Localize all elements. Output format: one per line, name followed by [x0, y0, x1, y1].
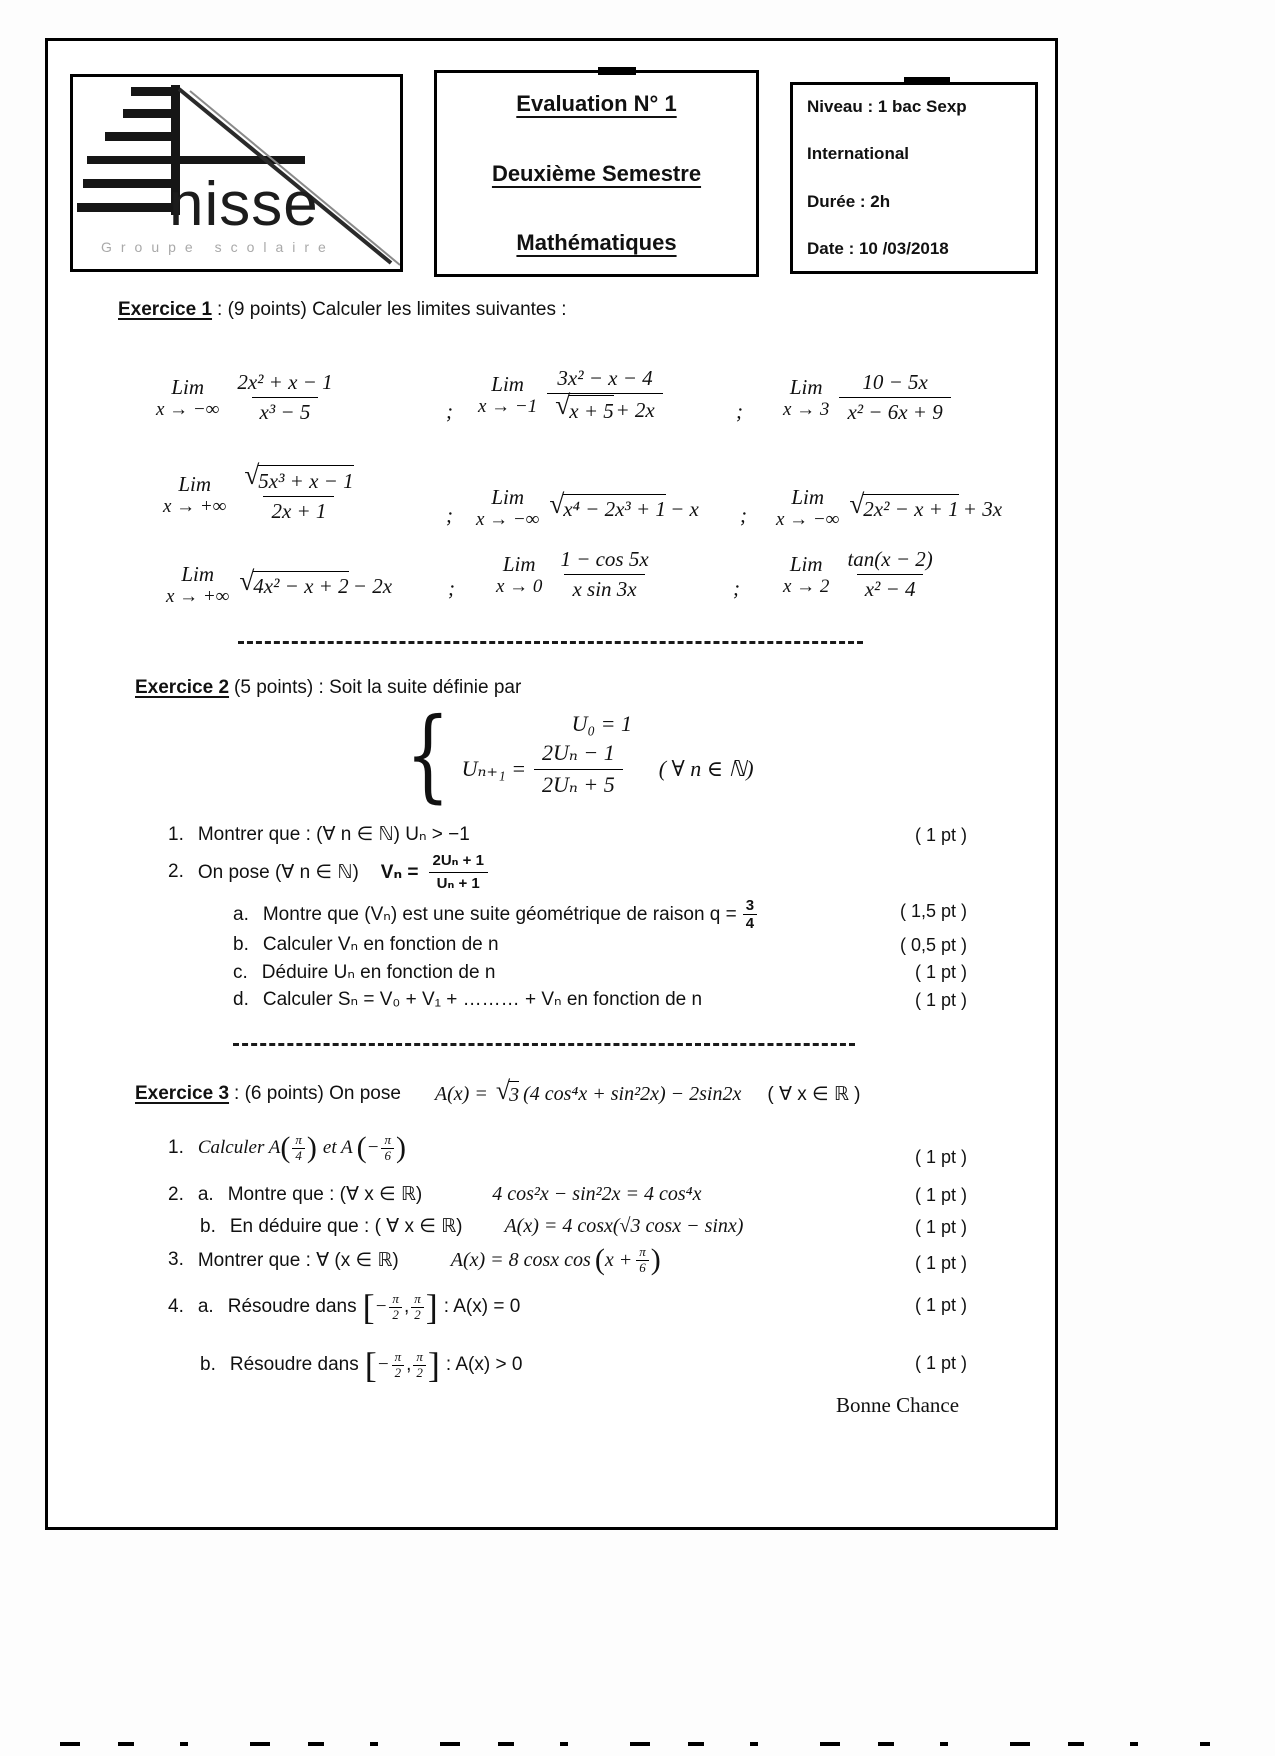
ex3-item-1: [168, 1133, 406, 1164]
denominator: 2: [411, 1307, 424, 1323]
item-letter: b.: [200, 1354, 216, 1375]
points-badge: ( 0,5 pt ): [899, 935, 967, 955]
denominator: 4: [292, 1148, 305, 1164]
exercise3-title: Exercice 3: [135, 1083, 230, 1104]
info-date: Date : 10 /03/2018: [807, 238, 949, 258]
denominator: Uₙ + 1: [429, 872, 488, 894]
item-text-mid: et A: [322, 1137, 353, 1159]
numerator: 3: [745, 897, 755, 914]
ex2-item-2: [168, 851, 492, 893]
item-formula: A(x) = 4 cosx(√3 cosx − sinx): [504, 1215, 744, 1237]
formula-lhs: A(x) =: [434, 1082, 488, 1105]
fraction: [229, 369, 340, 427]
sqrt-expression: [244, 460, 354, 495]
scan-artifact: [598, 67, 636, 75]
item-letter: b.: [233, 933, 249, 955]
exercise1-heading: [118, 299, 567, 321]
exercise1-title: Exercice 1: [118, 299, 213, 320]
initial-term: U₀ = 1: [571, 710, 633, 736]
points-badge: ( 1 pt ): [914, 825, 967, 845]
numerator: 2Uₙ − 1: [542, 739, 615, 765]
numerator: π: [639, 1244, 646, 1259]
exercise1-instruction: : (9 points) Calculer les limites suivantes :: [217, 299, 567, 320]
lim-approach: x → −1: [478, 396, 538, 418]
item-text: Résoudre dans: [229, 1354, 359, 1375]
denominator: 6: [636, 1260, 649, 1276]
ex2-item-2a: [233, 897, 759, 933]
denominator: 4: [743, 914, 757, 932]
radicand: 2x² − x + 1: [863, 494, 958, 522]
numerator: 1 − cos 5x: [560, 547, 649, 571]
logo-name: nisse: [169, 170, 319, 239]
lim-operator: [156, 375, 219, 421]
pi-fraction: [381, 1133, 394, 1164]
limit-9: [783, 546, 941, 604]
limit-6: [776, 485, 1002, 531]
fraction: [547, 365, 663, 426]
item-text: Calculer Sₙ = V₀ + V₁ + ……… + Vₙ en fonction de n: [262, 989, 703, 1010]
school-logo-box: [70, 74, 403, 272]
open-paren: (: [280, 1131, 291, 1165]
recurrence-relation: [462, 739, 754, 799]
lim-operator: [166, 562, 229, 608]
fraction: [425, 851, 492, 893]
lim-operator: [783, 552, 829, 598]
exercise2-instruction: (5 points) : Soit la suite définie par: [234, 677, 522, 698]
numerator: 2Uₙ + 1: [432, 852, 484, 869]
section-divider: [238, 641, 863, 644]
item-text: Montrer que : ∀ (x ∈ ℝ): [197, 1249, 399, 1271]
info-level: Niveau : 1 bac Sexp: [807, 97, 967, 116]
denominator: x sin 3x: [564, 574, 644, 603]
item-number: 3.: [168, 1249, 184, 1271]
exam-title-line2: Deuxième Semestre: [491, 160, 702, 186]
item-equation: : A(x) > 0: [445, 1354, 523, 1375]
numerator: 3x² − x − 4: [557, 366, 653, 390]
ex2-item-2c: [233, 961, 495, 984]
limit-7: [166, 562, 392, 608]
sqrt-expression-group: [549, 488, 699, 522]
radical-icon: √: [549, 488, 565, 519]
section-divider: [233, 1043, 855, 1046]
radicand: 3: [509, 1081, 519, 1107]
sqrt-expression: [495, 1076, 520, 1107]
exam-title-box: [434, 70, 759, 277]
sqrt-expression: [239, 565, 349, 599]
ex2-item-2b: [233, 933, 499, 956]
lim-operator: [163, 472, 226, 518]
minus-sign: −: [374, 1296, 388, 1317]
item-text: Calculer A: [197, 1137, 281, 1159]
lim-operator: [783, 375, 829, 421]
points-badge: ( 1 pt ): [914, 1353, 967, 1373]
item-number: 2.: [168, 1183, 184, 1205]
item-letter: a.: [197, 1296, 214, 1317]
open-bracket: [: [362, 1287, 375, 1327]
separator-semicolon: ;: [446, 503, 453, 527]
denominator: 2: [389, 1307, 402, 1323]
limits-row-1: [48, 363, 1055, 463]
lim-approach: x → 3: [783, 398, 830, 420]
fraction: [236, 460, 361, 526]
denominator: 2: [413, 1365, 426, 1381]
item-letter: b.: [200, 1215, 216, 1237]
lim-word: Lim: [791, 485, 824, 509]
ex2-item-2d: [233, 988, 702, 1011]
denominator: x² − 4: [857, 574, 924, 603]
points-badge: ( 1 pt ): [914, 990, 967, 1010]
pi-fraction: [413, 1350, 426, 1381]
ex3-item-4b: [200, 1347, 522, 1383]
radical-icon: √: [239, 565, 255, 596]
expression-tail: + 3x: [962, 496, 1003, 521]
points-badge: ( 1,5 pt ): [899, 901, 967, 921]
recurrence-lhs: Uₙ₊₁ =: [461, 756, 527, 781]
numerator: π: [416, 1348, 423, 1364]
pi-fraction: [411, 1292, 424, 1323]
separator-semicolon: ;: [446, 399, 453, 423]
ex3-item-2a: [168, 1183, 702, 1206]
points-badge: ( 1 pt ): [914, 1253, 967, 1273]
lim-approach: x → 0: [496, 575, 543, 597]
separator-semicolon: ;: [740, 503, 747, 527]
lim-word: Lim: [491, 372, 524, 397]
logo-subtitle: Groupe scolaire: [101, 239, 335, 255]
denominator: x³ − 5: [252, 397, 319, 426]
pi-fraction: [392, 1350, 405, 1381]
points-badge: ( 1 pt ): [914, 1217, 967, 1237]
exam-sheet: [45, 38, 1058, 1530]
item-number: 1.: [168, 823, 184, 845]
lim-operator: [476, 485, 539, 531]
minus-sign: −: [376, 1354, 390, 1375]
system-brace: {: [405, 696, 451, 813]
item-text: En déduire que : ( ∀ x ∈ ℝ): [229, 1216, 463, 1237]
lim-word: Lim: [789, 374, 823, 399]
limit-2: [478, 365, 663, 426]
formula-rhs: (4 cos⁴x + sin²2x) − 2sin2x: [523, 1082, 742, 1105]
fraction: [552, 546, 656, 604]
expression-tail: − x: [670, 496, 699, 521]
separator-semicolon: ;: [733, 576, 740, 600]
item-text: On pose (∀ n ∈ ℕ): [197, 861, 359, 883]
inner-expression: x +: [604, 1248, 633, 1271]
fraction: [839, 369, 950, 427]
recurrence-system: [396, 696, 754, 813]
lim-approach: x → −∞: [156, 398, 220, 420]
item-text: Calculer Vₙ en fonction de n: [262, 934, 499, 955]
lim-word: Lim: [171, 374, 204, 399]
closing-message: Bonne Chance: [836, 1393, 960, 1417]
ex3-item-4a: [168, 1289, 520, 1325]
radicand: x + 5: [569, 395, 614, 425]
close-bracket: ]: [425, 1287, 438, 1327]
limit-8: [496, 546, 657, 604]
denominator: 2x + 1: [263, 496, 334, 525]
denominator: 6: [381, 1148, 394, 1164]
numerator: π: [295, 1132, 302, 1147]
points-badge: ( 1 pt ): [914, 962, 967, 982]
close-bracket: ]: [427, 1345, 440, 1385]
limit-1: [156, 369, 341, 427]
item-number: 1.: [168, 1137, 184, 1159]
fraction: [839, 546, 940, 604]
item-letter: c.: [233, 961, 248, 983]
radical-icon: √: [849, 488, 865, 519]
item-letter: a.: [197, 1183, 214, 1205]
denominator: 2Uₙ + 5: [534, 769, 623, 800]
expression-tail: − 2x: [352, 573, 393, 598]
limit-3: [783, 369, 951, 427]
lim-approach: x → −∞: [776, 509, 840, 531]
lim-word: Lim: [181, 562, 214, 586]
lim-approach: x → +∞: [166, 586, 230, 608]
points-badge: ( 1 pt ): [914, 1185, 967, 1205]
item-text: Déduire Uₙ en fonction de n: [261, 962, 496, 983]
open-paren: (: [594, 1243, 605, 1277]
exercise2-heading: [135, 677, 521, 699]
lim-operator: [776, 485, 839, 531]
open-paren: (: [356, 1131, 367, 1165]
lim-approach: x → +∞: [163, 496, 227, 518]
exercise3-instruction: : (6 points) On pose: [234, 1083, 401, 1104]
limits-row-3: [48, 546, 1055, 646]
numerator: 10 − 5x: [862, 370, 928, 394]
sqrt-expression-group: [849, 488, 1003, 522]
close-paren: ): [650, 1243, 661, 1277]
lim-approach: x → 2: [783, 575, 830, 597]
ex3-item-2b: [200, 1215, 743, 1238]
fraction: [534, 739, 623, 799]
system-lines: [462, 711, 754, 799]
item-formula: A(x) = 8 cosx cos: [450, 1248, 591, 1271]
numerator: [236, 460, 361, 496]
numerator: π: [392, 1290, 399, 1306]
vn-definition-lhs: Vₙ =: [380, 861, 419, 883]
numerator: tan(x − 2): [847, 547, 933, 571]
denominator-tail: + 2x: [615, 398, 655, 423]
item-equation: : A(x) = 0: [443, 1296, 521, 1317]
exercise2-title: Exercice 2: [135, 677, 230, 698]
exam-info-box: [790, 82, 1038, 274]
exam-title-line3: Mathématiques: [516, 230, 677, 255]
ex2-item-1: [168, 823, 470, 846]
scan-artifact: [904, 77, 950, 85]
lim-word: Lim: [789, 551, 823, 576]
open-bracket: [: [364, 1345, 377, 1385]
sqrt-expression: [549, 488, 666, 522]
item-text: Montre que : (∀ x ∈ ℝ): [227, 1184, 423, 1205]
numerator: π: [384, 1132, 391, 1147]
points-badge: ( 1 pt ): [914, 1147, 967, 1167]
lim-operator: [496, 552, 542, 598]
forall-condition: ( ∀ x ∈ ℝ ): [767, 1083, 861, 1105]
lim-approach: x → −∞: [476, 509, 540, 531]
sqrt-expression: [849, 488, 959, 522]
item-letter: d.: [233, 988, 249, 1010]
scan-noise: [60, 1742, 1210, 1746]
item-number: 4.: [168, 1296, 184, 1317]
item-text: Résoudre dans: [227, 1296, 357, 1317]
points-badge: ( 1 pt ): [914, 1295, 967, 1315]
radicand: 5x³ + x − 1: [258, 465, 353, 495]
radicand: 4x² − x + 2: [253, 571, 348, 599]
lim-operator: [478, 372, 537, 418]
info-level-2: International: [807, 144, 910, 164]
lim-word: Lim: [491, 485, 524, 509]
sqrt-expression-group: [239, 565, 393, 599]
close-paren: ): [306, 1131, 317, 1165]
radical-icon: √: [244, 460, 260, 490]
lim-word: Lim: [178, 472, 211, 497]
exercise3-heading: [135, 1076, 861, 1107]
pi-fraction: [292, 1133, 305, 1164]
numerator: 2x² + x − 1: [237, 370, 333, 394]
limit-5: [476, 485, 699, 531]
denominator: 2: [392, 1365, 405, 1381]
item-text: Montrer que : (∀ n ∈ ℕ) Uₙ > −1: [197, 824, 470, 845]
limit-4: [163, 460, 362, 526]
pi-fraction: [389, 1292, 402, 1323]
exam-title-line1: Evaluation N° 1: [516, 91, 677, 116]
radical-icon: √: [495, 1076, 511, 1105]
denominator: x² − 6x + 9: [839, 397, 950, 426]
close-paren: ): [395, 1131, 406, 1165]
sqrt-expression: [555, 390, 614, 425]
numerator: π: [414, 1290, 421, 1306]
item-text: Montre que (Vₙ) est une suite géométrique de raison q =: [262, 904, 737, 926]
item-number: 2.: [168, 861, 184, 882]
separator-semicolon: ;: [448, 576, 455, 600]
separator-semicolon: ;: [736, 399, 743, 423]
radicand: x⁴ − 2x³ + 1: [563, 494, 666, 522]
numerator: π: [394, 1348, 402, 1364]
forall-condition: ( ∀ n ∈ ℕ): [658, 756, 754, 781]
ratio-fraction: [743, 897, 757, 933]
item-formula: 4 cos²x − sin²2x = 4 cos⁴x: [492, 1183, 702, 1205]
item-letter: a.: [233, 903, 249, 925]
comma: ,: [403, 1296, 410, 1317]
pi-fraction: [636, 1245, 649, 1276]
lim-word: Lim: [502, 551, 536, 576]
radical-icon: √: [555, 390, 571, 421]
info-duration: Durée : 2h: [807, 191, 891, 211]
comma: ,: [406, 1354, 412, 1375]
minus-sign: −: [366, 1137, 380, 1159]
ex3-item-3: [168, 1245, 661, 1276]
denominator: [547, 390, 663, 425]
